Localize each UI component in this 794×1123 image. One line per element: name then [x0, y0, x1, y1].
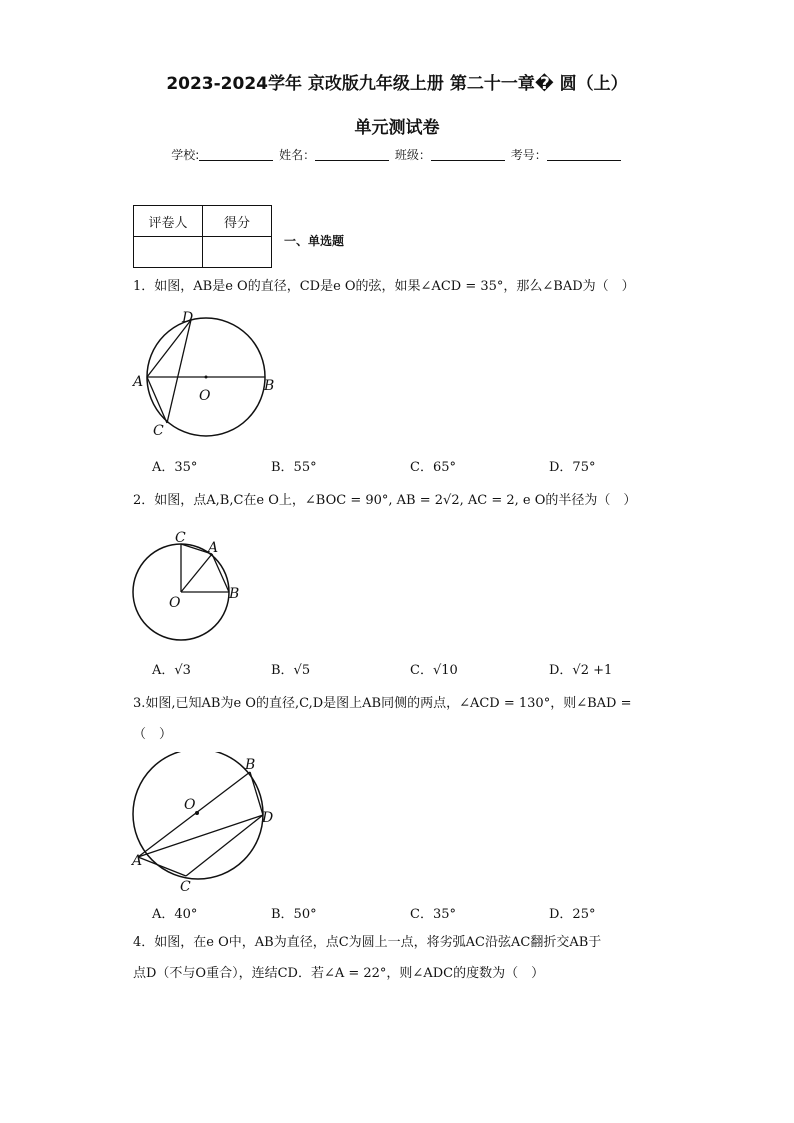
question-3-figure: [128, 752, 288, 898]
question-1-text: 1．如图，AB是e O的直径，CD是e O的弦，如果∠ACD = 35°，那么∠BAD为（ ）: [133, 279, 635, 294]
label-a: A: [133, 374, 144, 390]
q1-option-a[interactable]: A．35°: [152, 460, 198, 475]
question-3-text: 3.如图,已知AB为e O的直径,C,D是图上AB同侧的两点，∠ACD = 130°，则∠BAD =: [133, 696, 632, 711]
q3-option-a[interactable]: A．40°: [152, 907, 198, 922]
chord-ac: [147, 377, 167, 423]
number-blank[interactable]: [547, 148, 621, 161]
label-a: A: [132, 853, 143, 869]
question-1-figure: [128, 306, 288, 444]
question-4-text-line2: 点D（不与O重合），连结CD．若∠A = 22°，则∠ADC的度数为（ ）: [133, 966, 545, 981]
chord-cd: [186, 815, 263, 876]
q3-option-d[interactable]: D．25°: [549, 907, 596, 922]
score-cell[interactable]: [203, 237, 272, 268]
label-o: O: [169, 595, 181, 611]
label-b: B: [229, 586, 240, 602]
class-blank[interactable]: [431, 148, 505, 161]
chord-ac: [138, 857, 186, 876]
number-label: 考号：: [510, 148, 547, 162]
q1-option-d[interactable]: D．75°: [549, 460, 596, 475]
title-line-2: 单元测试卷: [354, 118, 440, 138]
school-label: 学校:: [171, 148, 200, 162]
label-c: C: [175, 530, 186, 546]
student-info-row: [0, 146, 794, 163]
label-c: C: [153, 423, 164, 439]
diameter-ab: [138, 772, 250, 857]
circle: [133, 752, 263, 879]
question-2-figure: [128, 522, 248, 644]
question-2-text: 2．如图，点A,B,C在e O上，∠BOC = 90°, AB = 2√2, AC = 2, e O的半径为（ ）: [133, 493, 637, 508]
school-blank[interactable]: [199, 148, 273, 161]
label-d: D: [182, 310, 194, 326]
q1-option-b[interactable]: B．55°: [271, 460, 317, 475]
label-o: O: [184, 797, 196, 813]
q3-option-b[interactable]: B．50°: [271, 907, 317, 922]
section-title: 一、单选题: [284, 234, 345, 248]
title-line-1: 2023-2024学年 京改版九年级上册 第二十一章� 圆（上）: [166, 74, 628, 94]
chord-ad: [138, 815, 263, 857]
q3-option-c[interactable]: C．35°: [410, 907, 456, 922]
question-3-text-line2: （ ）: [133, 727, 173, 742]
segment-oa: [181, 554, 212, 592]
q2-option-c[interactable]: C．√10: [410, 663, 458, 678]
score-header: 得分: [203, 206, 272, 237]
q2-option-a[interactable]: A．√3: [152, 663, 191, 678]
label-b: B: [264, 378, 275, 394]
score-table: [133, 205, 272, 268]
label-o: O: [199, 388, 211, 404]
chord-bd: [250, 772, 263, 815]
q1-option-c[interactable]: C．65°: [410, 460, 456, 475]
center-dot: [205, 376, 208, 379]
label-b: B: [245, 757, 256, 773]
question-4-text: 4．如图，在e O中，AB为直径，点C为圆上一点，将劣弧AC沿弦AC翻折交AB于: [133, 935, 602, 950]
label-a: A: [208, 540, 219, 556]
class-label: 班级：: [394, 148, 431, 162]
label-c: C: [180, 879, 191, 895]
grader-cell[interactable]: [134, 237, 203, 268]
center-dot: [195, 811, 199, 815]
name-blank[interactable]: [315, 148, 389, 161]
q2-option-b[interactable]: B．√5: [271, 663, 311, 678]
label-d: D: [262, 810, 274, 826]
q2-option-d[interactable]: D．√2 +1: [549, 663, 613, 678]
chord-ab: [212, 554, 229, 592]
name-label: 姓名：: [279, 148, 316, 162]
grader-header: 评卷人: [134, 206, 203, 237]
